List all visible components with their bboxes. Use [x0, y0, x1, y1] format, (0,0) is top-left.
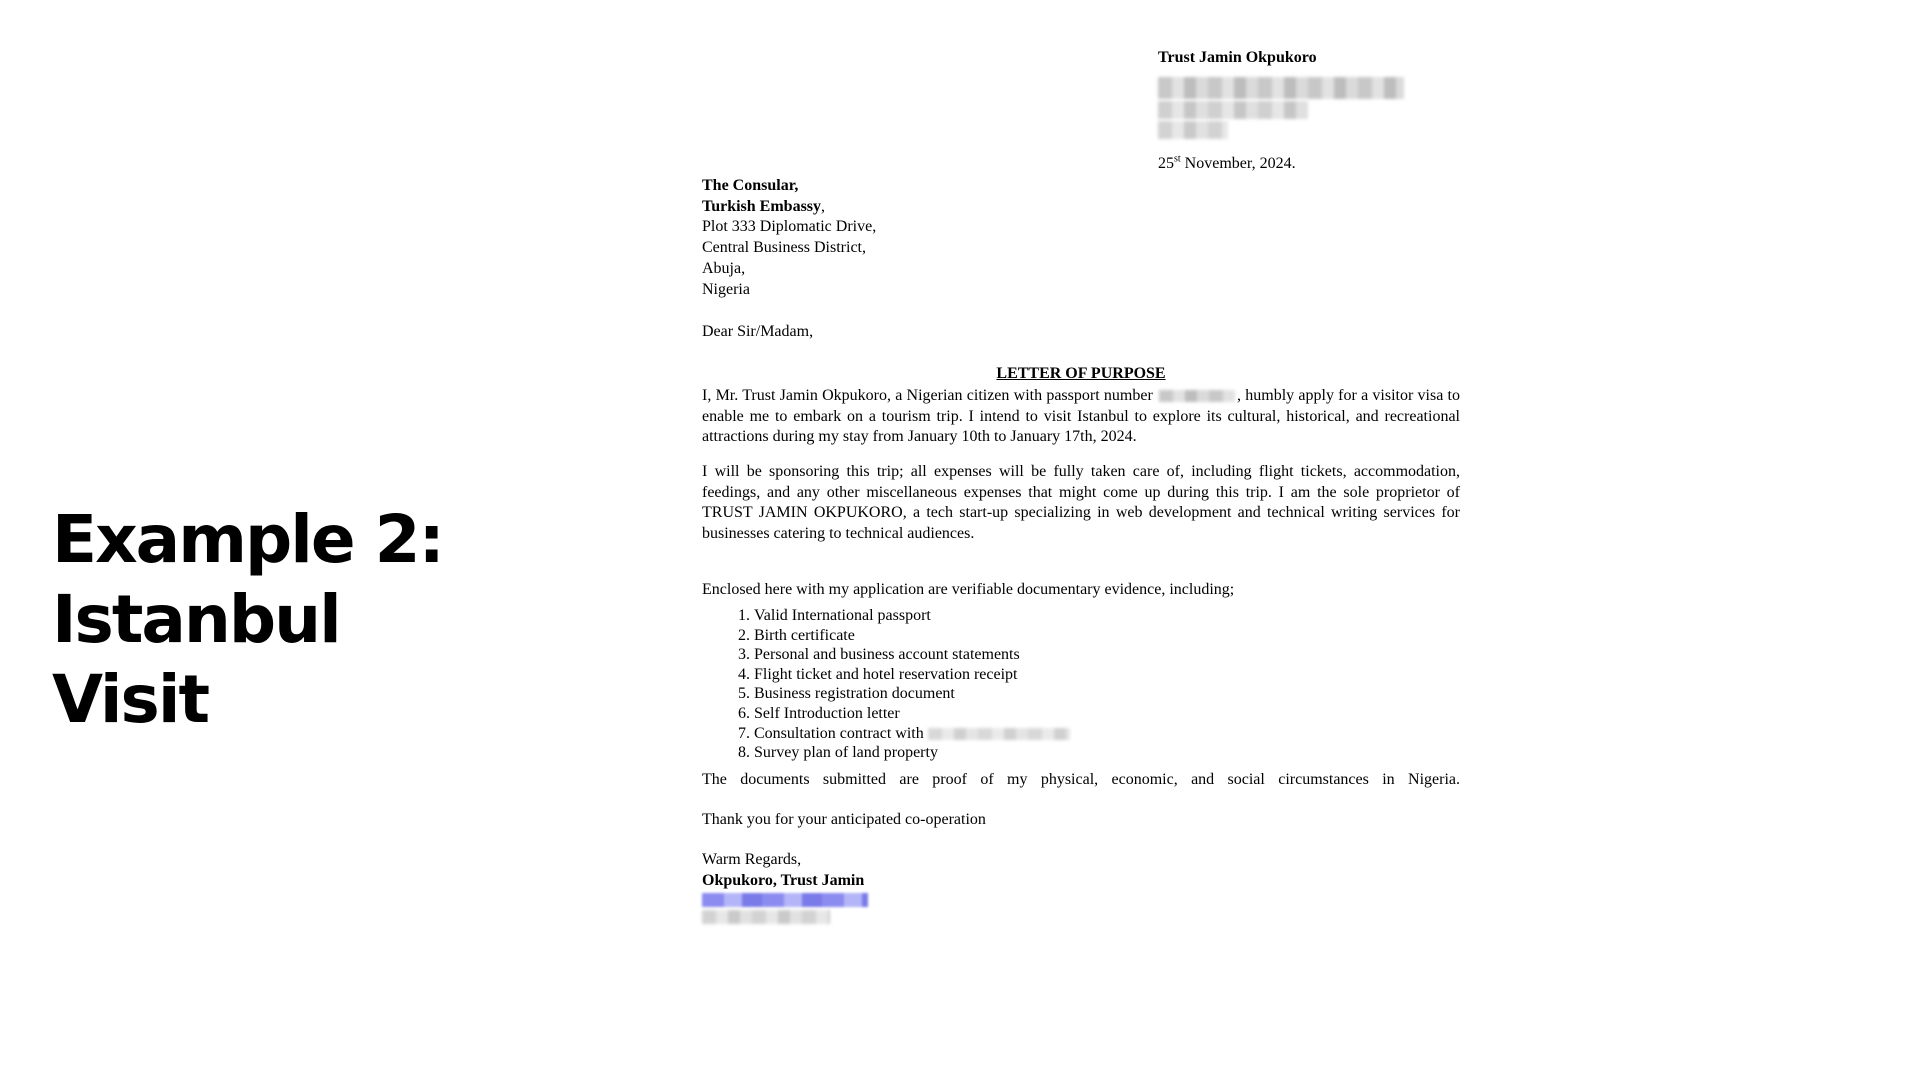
redacted-sender-address — [1158, 121, 1228, 139]
date-month-year: November, 2024. — [1180, 155, 1296, 172]
documents-list — [702, 606, 1070, 763]
redacted-sender-address — [1158, 77, 1404, 99]
list-number: 4. — [738, 665, 750, 683]
recipient-line: Plot 333 Diplomatic Drive, — [702, 218, 877, 236]
letter-subject: LETTER OF PURPOSE — [996, 365, 1166, 382]
list-item-text: Valid International passport — [754, 607, 931, 624]
list-number: 8. — [738, 744, 750, 762]
closing-block — [702, 850, 868, 924]
closing-phrase: Warm Regards, — [702, 851, 802, 868]
paragraph-thanks: Thank you for your anticipated co-operation — [702, 811, 986, 828]
recipient-line: The Consular, — [702, 177, 799, 194]
list-item-text: Self Introduction letter — [754, 704, 900, 722]
paragraph-sponsorship: I will be sponsoring this trip; all expenses will be fully taken care of, including flight tickets, accommodation, feedings, and any other miscellaneous expenses that might come up during this trip. I am the sole proprietor of TRUST JAMIN OKPUKORO, a tech start-up specializing in web development and technical writing services for businesses catering to technical audiences. — [702, 463, 1460, 543]
list-item-text: Personal and business account statements — [754, 646, 1020, 664]
recipient-line: Nigeria — [702, 280, 750, 298]
list-item-text: Consultation contract with — [754, 724, 924, 742]
list-number: 5. — [738, 685, 750, 703]
list-item — [702, 724, 1070, 744]
list-item — [702, 665, 1070, 685]
list-item-text: Business registration document — [754, 685, 955, 703]
date-day: 25 — [1158, 155, 1174, 172]
recipient-embassy: Turkish Embassy — [702, 197, 822, 215]
list-item — [702, 626, 1070, 646]
slide-title-line-2: Visit — [52, 661, 208, 738]
list-item-text: Birth certificate — [754, 626, 855, 644]
list-item — [702, 684, 1070, 704]
letter-date — [1158, 154, 1296, 175]
list-number: 1. — [738, 607, 750, 624]
list-number: 2. — [738, 626, 750, 644]
recipient-address — [702, 176, 876, 300]
list-item-text: Flight ticket and hotel reservation receipt — [754, 665, 1018, 683]
slide-title-line-1: Example 2: Istanbul — [52, 501, 443, 658]
paragraph-proof: The documents submitted are proof of my physical, economic, and social circumstances in Nigeria. — [702, 771, 1460, 788]
signature-name: Okpukoro, Trust Jamin — [702, 871, 865, 889]
redacted-phone-number — [702, 910, 830, 924]
list-item — [702, 704, 1070, 724]
redacted-company-name — [928, 728, 1070, 740]
sender-name: Trust Jamin Okpukoro — [1158, 49, 1317, 66]
recipient-line: Central Business District, — [702, 239, 866, 257]
redacted-email — [702, 893, 868, 907]
sender-block — [1158, 48, 1460, 139]
list-item — [702, 743, 1070, 763]
paragraph-intro-text-cont: , humbly apply for a visitor visa to enable me to embark on a tourism trip. I intend to visit Istanbul to explore its cultural, historical, and recreational attractions during my stay from January 10th to January 17th, 2024. — [702, 387, 1461, 446]
salutation: Dear Sir/Madam, — [702, 323, 814, 340]
date-suffix: st — [1174, 153, 1181, 165]
recipient-line: Abuja, — [702, 259, 746, 277]
letter-document — [702, 48, 1460, 928]
list-number: 3. — [738, 646, 750, 664]
paragraph-intro-text: I, Mr. Trust Jamin Okpukoro, a Nigerian citizen with passport number — [702, 387, 1153, 404]
list-number: 7. — [738, 724, 750, 742]
recipient-comma: , — [821, 197, 826, 215]
redacted-sender-address — [1158, 101, 1308, 119]
paragraph-intro — [702, 386, 1460, 448]
list-number: 6. — [738, 704, 750, 722]
paragraph-enclosures: Enclosed here with my application are verifiable documentary evidence, including; — [702, 581, 1235, 598]
slide-title — [52, 500, 672, 740]
list-item — [702, 645, 1070, 665]
redacted-passport-number — [1159, 390, 1235, 402]
recipient-line — [702, 197, 876, 218]
list-item-text: Survey plan of land property — [754, 744, 938, 762]
list-item — [702, 606, 1070, 626]
